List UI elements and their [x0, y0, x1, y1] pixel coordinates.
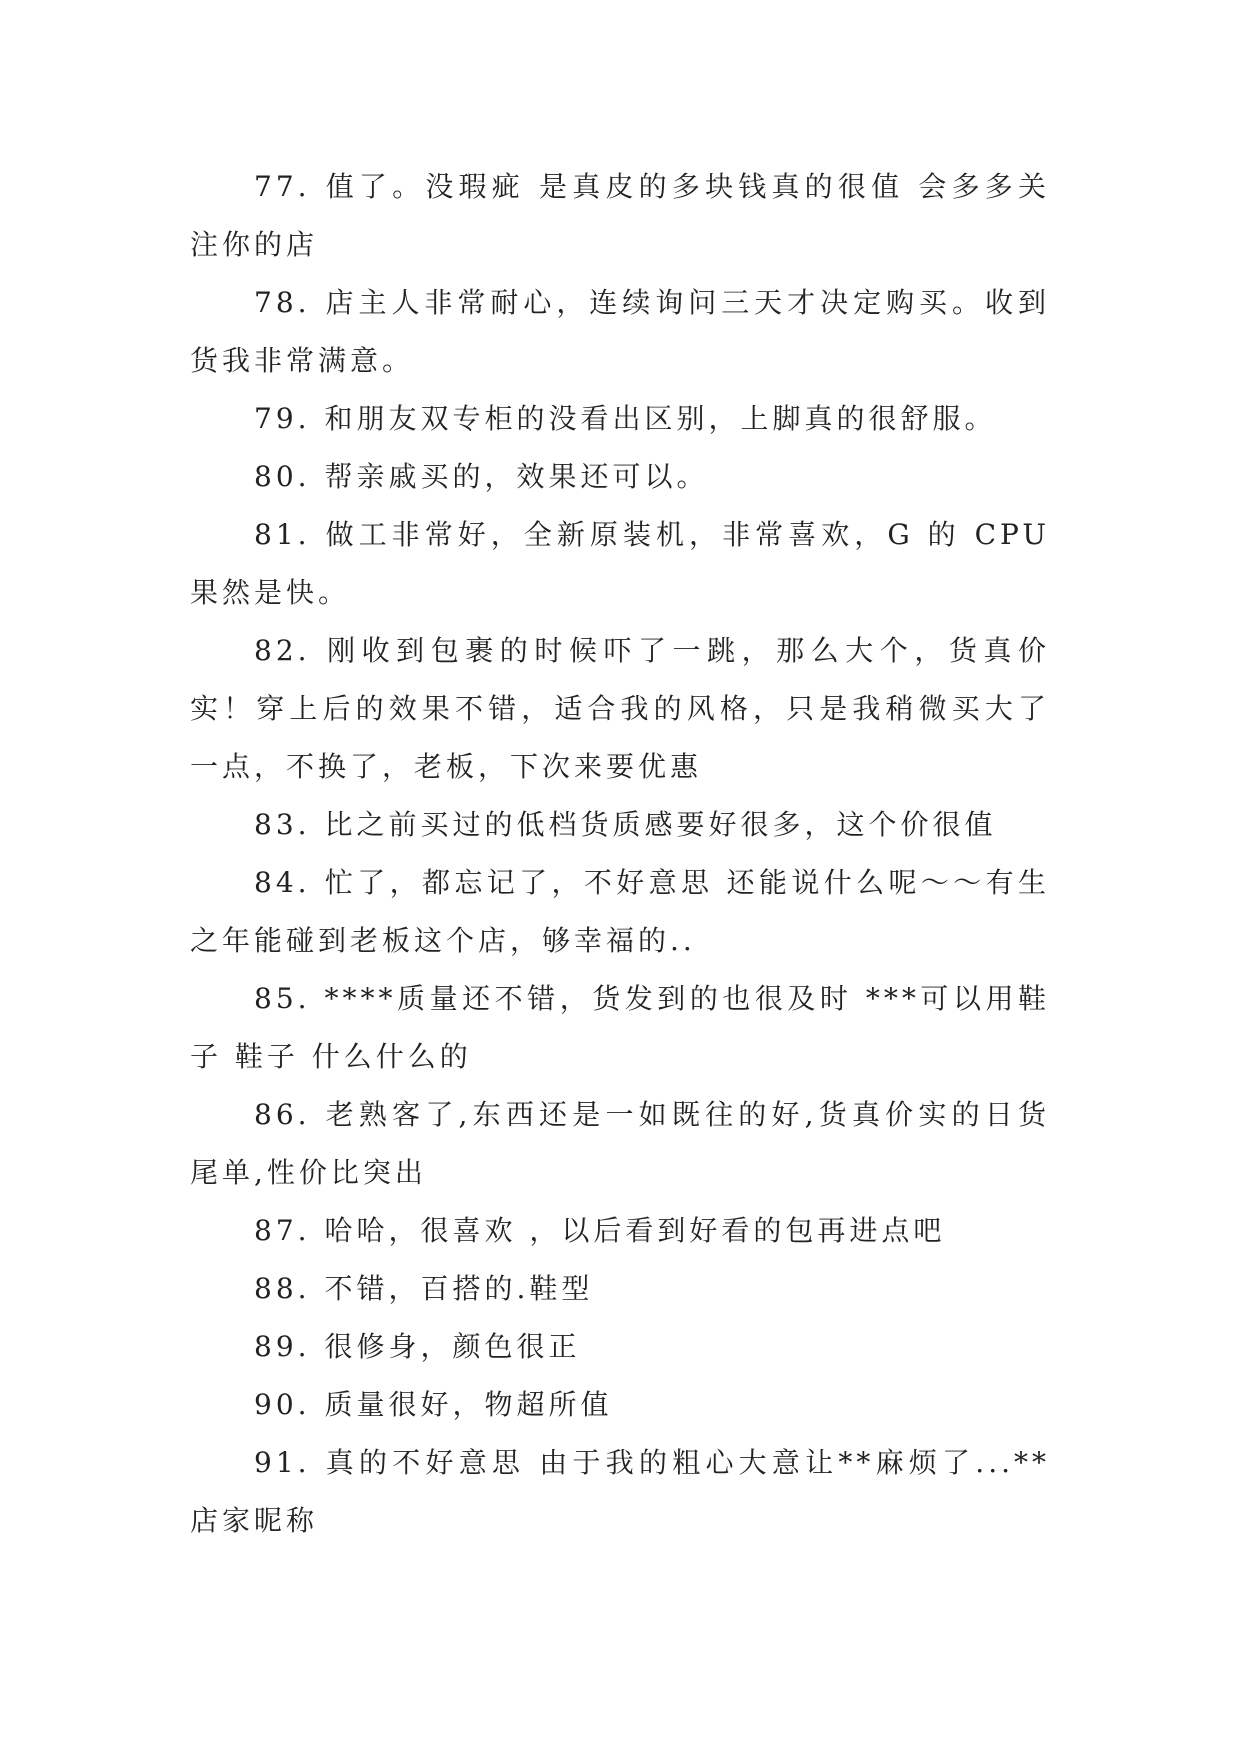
item-text: 帮亲戚买的，效果还可以。 — [324, 460, 709, 493]
item-text: 和朋友双专柜的没看出区别，上脚真的很舒服。 — [324, 402, 997, 435]
item-text: 质量很好，物超所值 — [324, 1388, 613, 1421]
item-number: 84. — [254, 866, 311, 899]
item-number: 88. — [254, 1272, 311, 1305]
item-text: 比之前买过的低档货质感要好很多，这个价很值 — [324, 808, 997, 841]
item-number: 79. — [254, 402, 311, 435]
item-number: 85. — [254, 982, 311, 1015]
item-number: 89. — [254, 1330, 311, 1363]
review-item-87 — [190, 1202, 1050, 1260]
item-number: 90. — [254, 1388, 311, 1421]
review-item-79 — [190, 390, 1050, 448]
review-item-83 — [190, 796, 1050, 854]
item-number: 86. — [254, 1098, 311, 1131]
item-text: 老熟客了,东西还是一如既往的好,货真价实的日货尾单,性价比突出 — [190, 1098, 1050, 1189]
review-item-89 — [190, 1318, 1050, 1376]
item-number: 78. — [254, 286, 311, 319]
review-item-78 — [190, 274, 1050, 390]
item-number: 91. — [254, 1446, 311, 1479]
item-text: 哈哈，很喜欢 ，以后看到好看的包再进点吧 — [324, 1214, 946, 1247]
review-item-85 — [190, 970, 1050, 1086]
review-item-82 — [190, 622, 1050, 796]
review-item-77 — [190, 158, 1050, 274]
review-item-86 — [190, 1086, 1050, 1202]
item-number: 81. — [254, 518, 311, 551]
item-text: 值了。没瑕疵 是真皮的多块钱真的很值 会多多关注你的店 — [190, 170, 1050, 261]
review-item-90 — [190, 1376, 1050, 1434]
item-number: 83. — [254, 808, 311, 841]
item-text: 做工非常好，全新原装机，非常喜欢，G 的 CPU 果然是快。 — [190, 518, 1050, 609]
review-item-84 — [190, 854, 1050, 970]
review-item-91 — [190, 1434, 1050, 1550]
item-number: 80. — [254, 460, 311, 493]
item-text: ****质量还不错，货发到的也很及时 ***可以用鞋子 鞋子 什么什么的 — [190, 982, 1050, 1073]
review-item-81 — [190, 506, 1050, 622]
item-text: 很修身，颜色很正 — [324, 1330, 581, 1363]
item-text: 忙了，都忘记了，不好意思 还能说什么呢～～有生之年能碰到老板这个店，够幸福的.. — [190, 866, 1050, 957]
item-text: 真的不好意思 由于我的粗心大意让**麻烦了...**店家昵称 — [190, 1446, 1050, 1537]
item-text: 不错，百搭的.鞋型 — [324, 1272, 594, 1305]
review-list — [190, 158, 1050, 1550]
review-item-88 — [190, 1260, 1050, 1318]
item-number: 77. — [254, 170, 311, 203]
item-number: 82. — [254, 634, 311, 667]
review-item-80 — [190, 448, 1050, 506]
item-text: 刚收到包裹的时候吓了一跳，那么大个，货真价实！穿上后的效果不错，适合我的风格，只是我稍微买大了一点，不换了，老板，下次来要优惠 — [190, 634, 1050, 783]
item-number: 87. — [254, 1214, 311, 1247]
item-text: 店主人非常耐心，连续询问三天才决定购买。收到货我非常满意。 — [190, 286, 1050, 377]
